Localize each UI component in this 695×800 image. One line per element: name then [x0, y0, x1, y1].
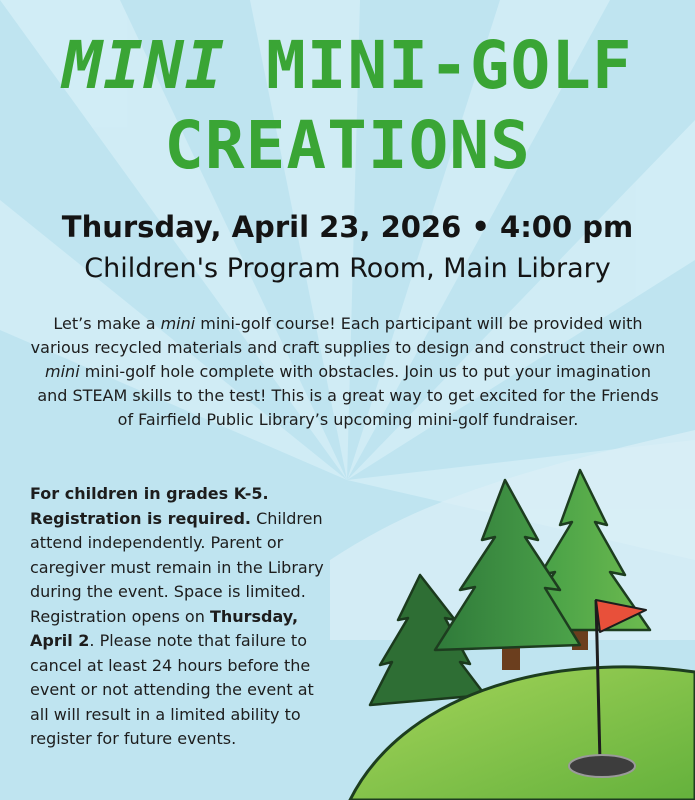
description-emphasis-2: mini — [45, 362, 80, 381]
description-part-3: mini-golf hole complete with obstacles. Join us to put your imagination and STEAM skills to the test! This is a great way to get excited for the Friends of Fairfield Public Library’s upcoming mini-golf fundraiser. — [37, 362, 659, 429]
page-title — [0, 26, 695, 186]
event-location: Children's Program Room, Main Library — [84, 253, 611, 284]
golf-illustration — [310, 440, 695, 800]
event-date-time: Thursday, April 23, 2026 • 4:00 pm — [61, 210, 634, 244]
description-part-2: mini-golf course! Each participant will be provided with various recycled materials and craft supplies to design and construct their own — [30, 314, 666, 357]
description-emphasis-1: mini — [160, 314, 196, 333]
event-details — [30, 482, 330, 752]
title-line-2: CREATIONS — [164, 107, 531, 184]
grades-note: For children in grades K-5. — [30, 484, 269, 503]
golf-hole-icon — [569, 755, 635, 777]
registration-open-date: Thursday, April 2 — [30, 606, 299, 650]
details-text-2: . Please note that failure to cancel at least 24 hours before the event or not attending the event at all will result in a limited ability to register for future events. — [30, 631, 314, 748]
title-line-1-rest: MINI-GOLF — [225, 27, 633, 104]
title-emphasis: MINI — [62, 27, 226, 104]
details-text-1: Children attend independently. Parent or caregiver must remain in the Library during the event. Space is limited. Registration opens on — [30, 508, 324, 626]
event-description — [28, 312, 668, 432]
registration-required-note: Registration is required. — [30, 508, 251, 528]
description-part-1: Let’s make a — [53, 314, 161, 333]
title-line-1 — [0, 26, 695, 106]
